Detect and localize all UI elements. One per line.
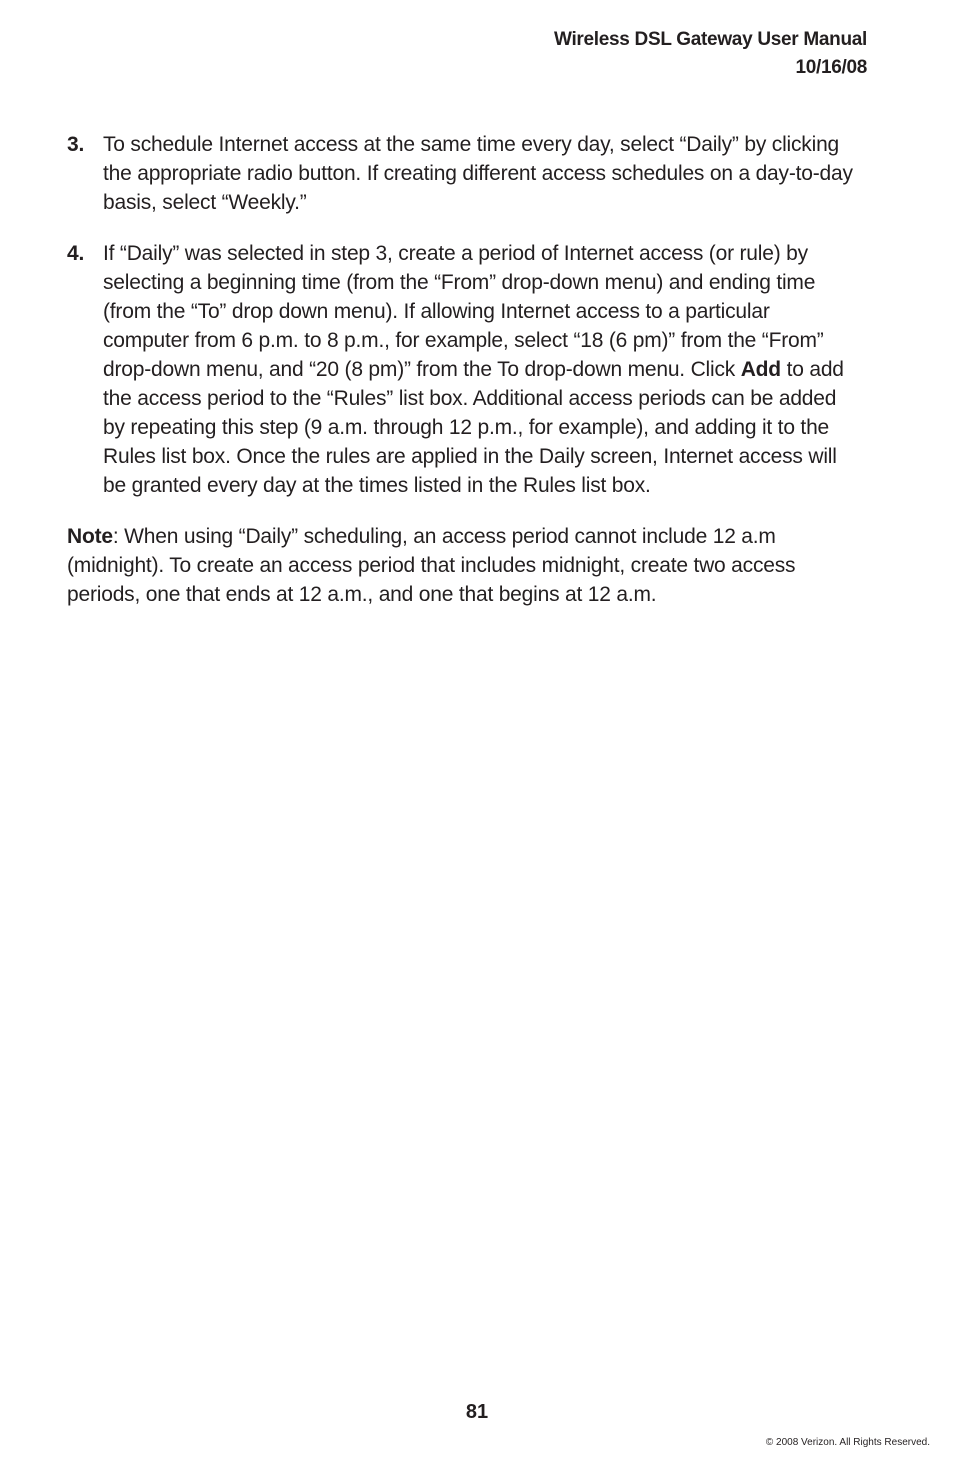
manual-title: Wireless DSL Gateway User Manual xyxy=(553,29,867,50)
copyright-notice: © 2008 Verizon. All Rights Reserved. xyxy=(765,1437,930,1448)
add-term: Add xyxy=(740,358,781,381)
step-text: To schedule Internet access at the same time every day, select “Daily” by clicking the appropriate radio button. If creating different access schedules on a day-to-day basis, select “Weekly.” xyxy=(103,133,853,214)
step-number: 3. xyxy=(67,133,85,156)
step-text-part: If “Daily” was selected in step 3, create a period of Internet access (or rule) by selecting a beginning time (from the “From” drop-down menu) and ending time (from the “To” drop down menu). If allowing Internet access to a particular computer from 6 p.m. to 8 p.m., for example, select “18 (6 pm)” from the “From” drop-down menu, and “20 (8 pm)” from the To drop-down menu. Click xyxy=(103,242,824,381)
page-header xyxy=(554,26,867,82)
note-paragraph xyxy=(67,522,857,609)
step-text-part: to add the access period to the “Rules” list box. Additional access periods can be added by repeating this step (9 a.m. through 12 p.m., for example), and adding it to the Rules list box. Once the rules are applied in the Daily screen, Internet access will be granted every day at the times listed in the Rules list box. xyxy=(103,358,844,497)
step-4 xyxy=(67,239,857,500)
manual-date: 10/16/08 xyxy=(795,57,867,78)
step-text xyxy=(103,239,857,500)
note-label: Note xyxy=(67,525,113,548)
step-3 xyxy=(67,130,857,217)
note-text: : When using “Daily” scheduling, an access period cannot include 12 a.m (midnight). To create an access period that includes midnight, create two access periods, one that ends at 12 a.m., and one that begins at 12 a.m. xyxy=(67,525,796,606)
step-number: 4. xyxy=(67,242,85,265)
main-content xyxy=(67,130,857,609)
page-number: 81 xyxy=(465,1401,489,1423)
